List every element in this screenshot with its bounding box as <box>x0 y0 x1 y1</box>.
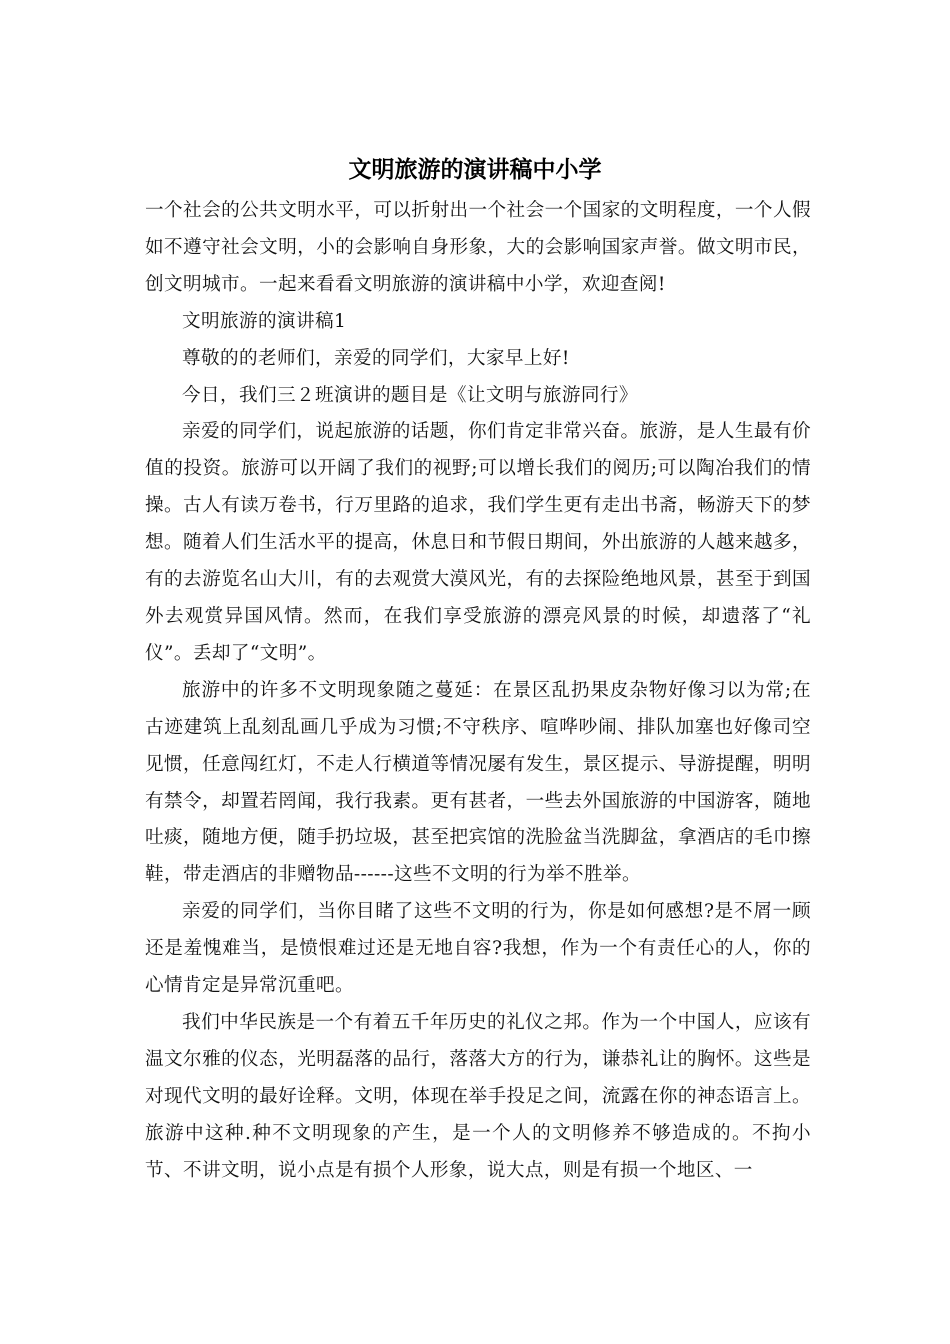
greeting-paragraph: 尊敬的的老师们，亲爱的同学们，大家早上好! <box>182 347 570 369</box>
section-heading: 文明旅游的演讲稿1 <box>182 310 347 332</box>
document-body <box>145 193 811 1189</box>
body-paragraph: 旅游中的许多不文明现象随之蔓延：在景区乱扔果皮杂物好像习以为常;在古迹建筑上乱刻乱画几乎成为习惯;不守秩序、喧哗吵闹、排队加塞也好像司空见惯，任意闯红灯，不走人行横道等情况屡有发生，景区提示、导游提醒，明明有禁令，却置若罔闻，我行我素。更有甚者，一些去外国旅游的中国游客，随地吐痰，随地方便，随手扔垃圾，甚至把宾馆的洗脸盆当洗脚盆，拿酒店的毛巾擦鞋，带走酒店的非赠物品------这些不文明的行为举不胜举。 <box>145 679 811 886</box>
topic-paragraph: 今日，我们三２班演讲的题目是《让文明与旅游同行》 <box>182 384 638 406</box>
body-paragraph: 我们中华民族是一个有着五千年历史的礼仪之邦。作为一个中国人，应该有温文尔雅的仪态，光明磊落的品行，落落大方的行为，谦恭礼让的胸怀。这些是对现代文明的最好诠释。文明，体现在举手投足之间，流露在你的神态语言上。旅游中这种.种不文明现象的产生，是一个人的文明修养不够造成的。不拘小节、不讲文明，说小点是有损个人形象，说大点，则是有损一个地区、一 <box>145 1011 811 1181</box>
body-paragraph: 亲爱的同学们，说起旅游的话题，你们肯定非常兴奋。旅游，是人生最有价值的投资。旅游可以开阔了我们的视野;可以增长我们的阅历;可以陶冶我们的情操。古人有读万卷书，行万里路的追求，我们学生更有走出书斋，畅游天下的梦想。随着人们生活水平的提高，休息日和节假日期间，外出旅游的人越来越多，有的去游览名山大川，有的去观赏大漠风光，有的去探险绝地风景，甚至于到国外去观赏异国风情。然而，在我们享受旅游的漂亮风景的时候，却遗落了“礼仪”。丢却了“文明”。 <box>145 421 811 664</box>
body-paragraph: 亲爱的同学们，当你目睹了这些不文明的行为，你是如何感想?是不屑一顾还是羞愧难当，是愤恨难过还是无地自容?我想，作为一个有责任心的人，你的心情肯定是异常沉重吧。 <box>145 901 811 997</box>
intro-paragraph: 一个社会的公共文明水平，可以折射出一个社会一个国家的文明程度，一个人假如不遵守社会文明，小的会影响自身形象，大的会影响国家声誉。做文明市民，创文明城市。一起来看看文明旅游的演讲稿中小学，欢迎查阅! <box>145 200 811 295</box>
document-title: 文明旅游的演讲稿中小学 <box>348 157 602 183</box>
